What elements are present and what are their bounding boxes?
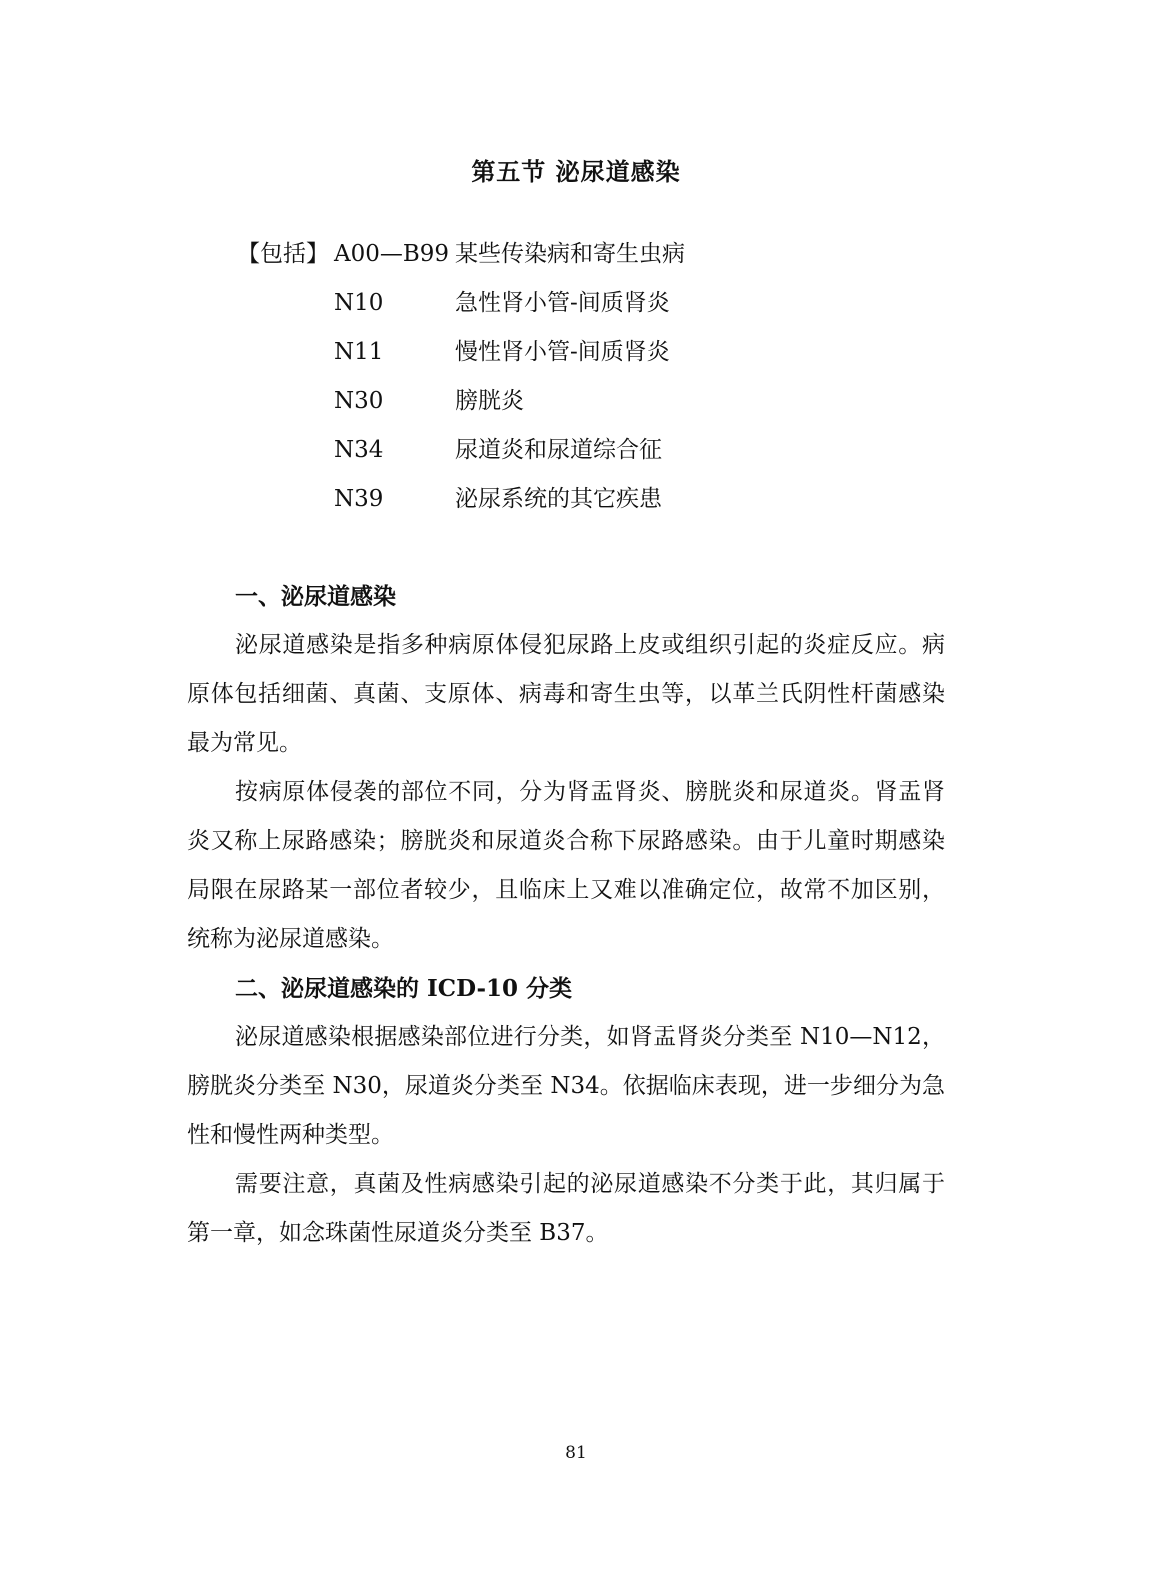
- include-code: N10: [334, 290, 384, 316]
- include-row: [237, 279, 937, 328]
- body-content: [187, 572, 945, 1258]
- include-code: N11: [334, 339, 384, 365]
- include-description: 膀胱炎: [455, 388, 524, 414]
- section-title: 第五节 泌尿道感染: [471, 157, 681, 186]
- include-row: [237, 328, 937, 377]
- include-description: 尿道炎和尿道综合征: [455, 437, 662, 463]
- include-row: [237, 230, 937, 279]
- include-code: N39: [334, 486, 384, 512]
- paragraph: 泌尿道感染是指多种病原体侵犯尿路上皮或组织引起的炎症反应。病原体包括细菌、真菌、支原体、病毒和寄生虫等，以革兰氏阴性杆菌感染最为常见。: [187, 632, 945, 756]
- include-code: A00—B99: [334, 241, 450, 267]
- include-row: [237, 475, 937, 524]
- include-code: N34: [334, 437, 384, 463]
- section-heading: 一、泌尿道感染: [235, 583, 396, 610]
- paragraph: 泌尿道感染根据感染部位进行分类，如肾盂肾炎分类至 N10—N12，膀胱炎分类至 N30，尿道炎分类至 N34。依据临床表现，进一步细分为急性和慢性两种类型。: [187, 1024, 945, 1148]
- include-description: 某些传染病和寄生虫病: [455, 241, 685, 267]
- page-number: 81: [565, 1443, 587, 1463]
- include-row: [237, 426, 937, 475]
- section-heading: 二、泌尿道感染的 ICD-10 分类: [235, 975, 573, 1002]
- includes-list: [237, 230, 937, 524]
- includes-label: 【包括】: [237, 241, 329, 267]
- paragraph: 按病原体侵袭的部位不同，分为肾盂肾炎、膀胱炎和尿道炎。肾盂肾炎又称上尿路感染；膀胱炎和尿道炎合称下尿路感染。由于儿童时期感染局限在尿路某一部位者较少，且临床上又难以准确定位，故常不加区别，统称为泌尿道感染。: [187, 779, 945, 952]
- include-row: [237, 377, 937, 426]
- paragraph: 需要注意，真菌及性病感染引起的泌尿道感染不分类于此，其归属于第一章，如念珠菌性尿道炎分类至 B37。: [187, 1171, 945, 1246]
- include-description: 急性肾小管-间质肾炎: [455, 290, 670, 316]
- include-description: 泌尿系统的其它疾患: [455, 486, 662, 512]
- include-code: N30: [334, 388, 384, 414]
- include-description: 慢性肾小管-间质肾炎: [455, 339, 670, 365]
